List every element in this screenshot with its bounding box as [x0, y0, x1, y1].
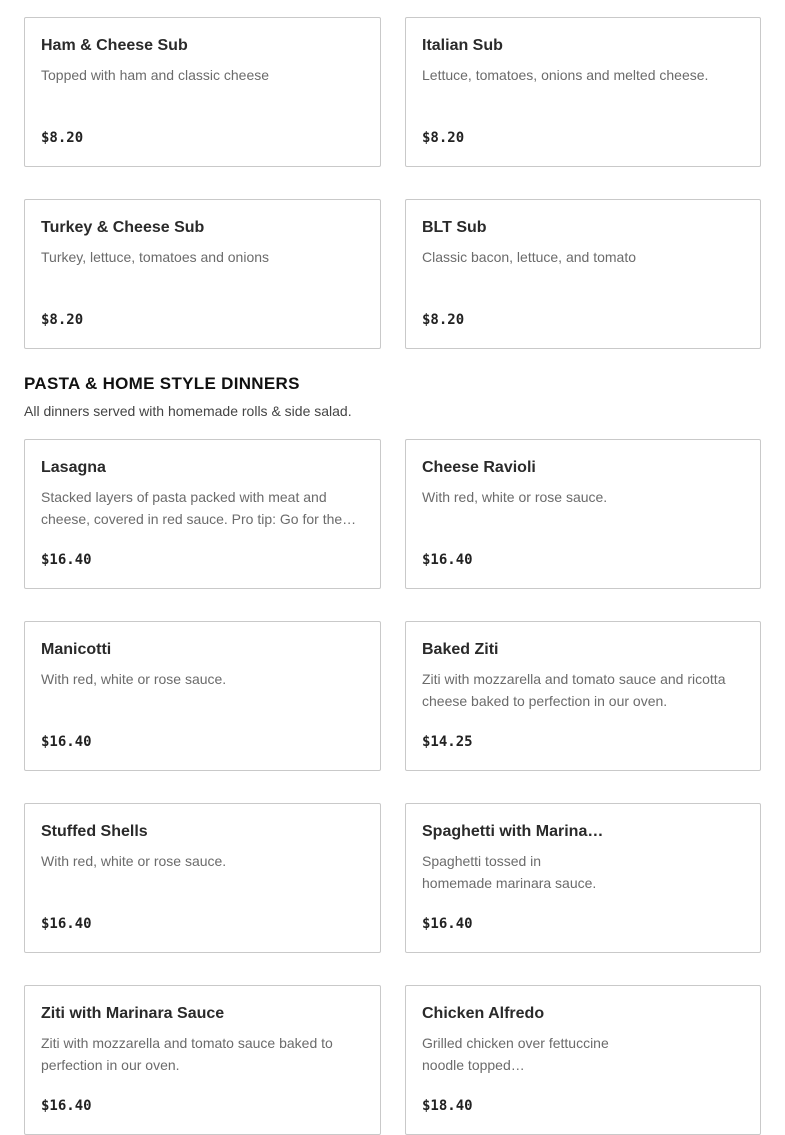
menu-item-card[interactable] — [24, 621, 381, 771]
section-subtitle: All dinners served with homemade rolls & side salad. — [24, 403, 352, 419]
menu-item-card[interactable] — [405, 621, 761, 771]
item-name: Baked Ziti — [422, 641, 499, 658]
item-description: Turkey, lettuce, tomatoes and onions — [41, 249, 270, 265]
menu-item-card[interactable] — [24, 439, 381, 589]
item-name: Spaghetti with Marina… — [422, 823, 604, 840]
item-price: $16.40 — [422, 552, 473, 568]
item-price: $14.25 — [422, 734, 473, 750]
item-description: With red, white or rose sauce. — [41, 671, 227, 687]
item-description: Stacked layers of pasta packed with meat and cheese, covered in red sauce. Pro tip: Go for the… — [41, 489, 357, 527]
item-price: $8.20 — [422, 312, 465, 328]
item-name: Cheese Ravioli — [422, 459, 536, 476]
menu-item-card[interactable] — [405, 439, 761, 589]
menu-item-card[interactable] — [24, 803, 381, 953]
item-description: Ziti with mozzarella and tomato sauce baked to perfection in our oven. — [41, 1035, 333, 1073]
item-price: $16.40 — [41, 734, 92, 750]
item-description: With red, white or rose sauce. — [422, 489, 608, 505]
item-description: With red, white or rose sauce. — [41, 853, 227, 869]
item-price: $8.20 — [41, 312, 84, 328]
item-price: $8.20 — [422, 130, 465, 146]
item-description: Grilled chicken over fettuccine noodle topped… — [422, 1035, 609, 1073]
item-description: Classic bacon, lettuce, and tomato — [422, 249, 637, 265]
item-name: Chicken Alfredo — [422, 1005, 545, 1022]
menu-item-card[interactable] — [405, 985, 761, 1135]
item-price: $16.40 — [41, 1098, 92, 1114]
item-price: $16.40 — [422, 916, 473, 932]
menu-item-card[interactable] — [405, 199, 761, 349]
item-price: $16.40 — [41, 552, 92, 568]
item-price: $16.40 — [41, 916, 92, 932]
item-name: Stuffed Shells — [41, 823, 148, 840]
item-name: Lasagna — [41, 459, 106, 476]
item-name: BLT Sub — [422, 219, 487, 236]
item-description: Topped with ham and classic cheese — [41, 67, 270, 83]
item-description: Spaghetti tossed in homemade marinara sauce. — [422, 853, 597, 891]
menu-item-card[interactable] — [24, 17, 381, 167]
section-title: PASTA & HOME STYLE DINNERS — [24, 374, 300, 393]
item-name: Turkey & Cheese Sub — [41, 219, 205, 236]
item-price: $8.20 — [41, 130, 84, 146]
item-description: Ziti with mozzarella and tomato sauce and ricotta cheese baked to perfection in our oven. — [422, 671, 726, 709]
item-name: Italian Sub — [422, 37, 503, 54]
menu-item-card[interactable] — [405, 17, 761, 167]
menu-item-card[interactable] — [24, 199, 381, 349]
item-name: Manicotti — [41, 641, 112, 658]
item-price: $18.40 — [422, 1098, 473, 1114]
item-name: Ziti with Marinara Sauce — [41, 1005, 225, 1022]
item-name: Ham & Cheese Sub — [41, 37, 188, 54]
menu-item-card[interactable] — [405, 803, 761, 953]
menu-item-card[interactable] — [24, 985, 381, 1135]
item-description: Lettuce, tomatoes, onions and melted cheese. — [422, 67, 709, 83]
